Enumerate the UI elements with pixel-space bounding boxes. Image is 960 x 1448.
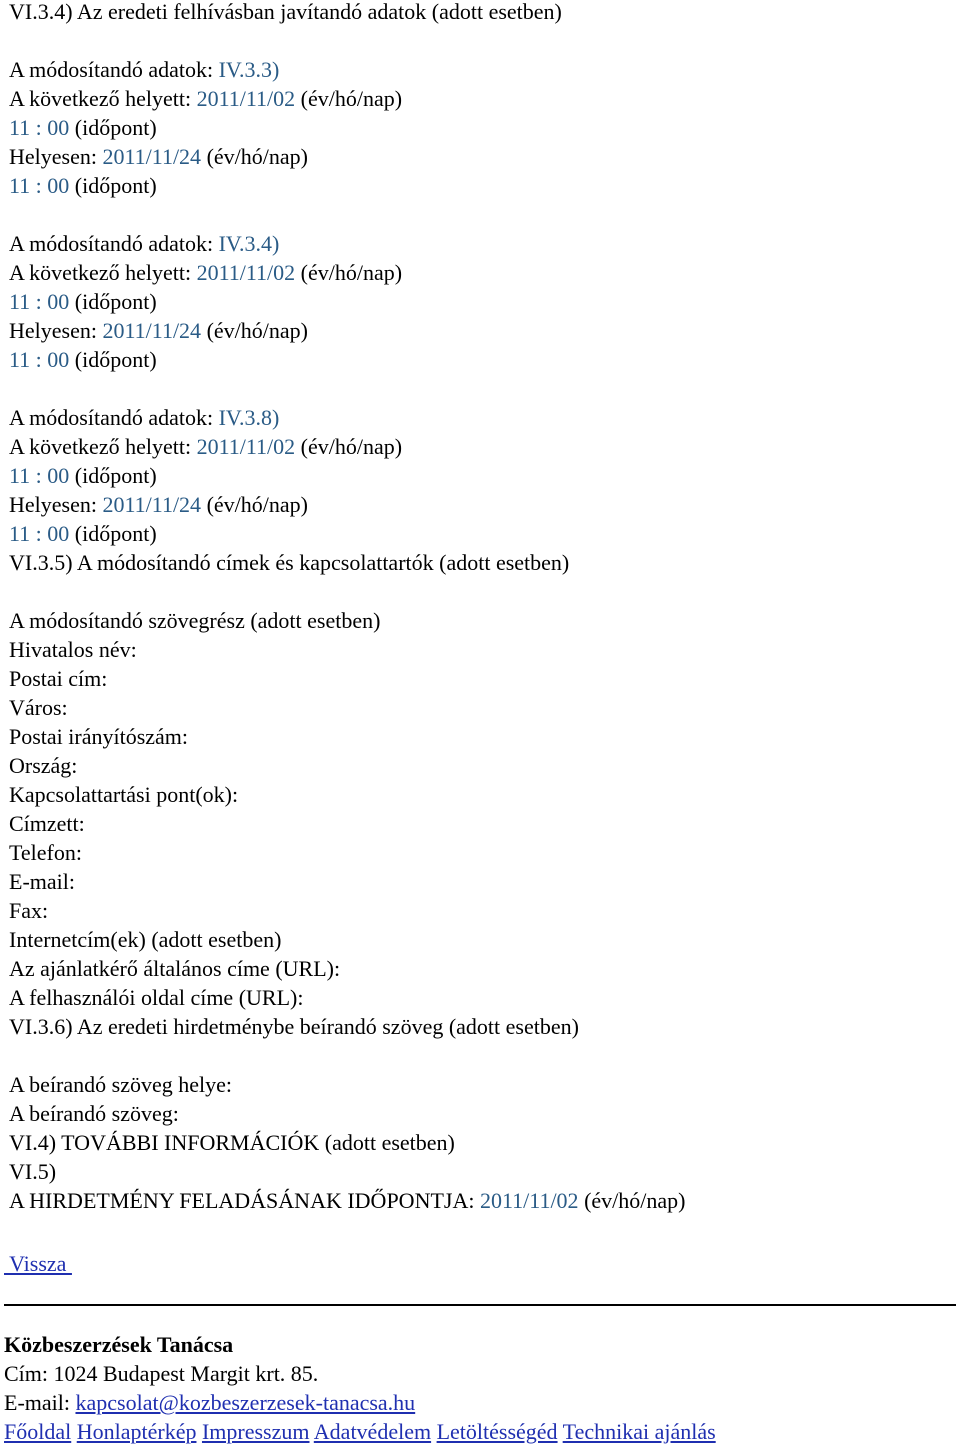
new-date-line (9, 491, 308, 519)
internet-addresses-label: Internetcím(ek) (adott esetben) (9, 927, 282, 952)
label-text: A következő helyett: (9, 434, 192, 459)
section-heading-vi-4: VI.4) TOVÁBBI INFORMÁCIÓK (adott esetben) (9, 1130, 455, 1155)
date-value: 2011/11/02 (196, 260, 296, 285)
dispatch-date-label: A HIRDETMÉNY FELADÁSÁNAK IDŐPONTJA: (9, 1188, 475, 1213)
fax-label: Fax: (9, 898, 49, 923)
time-value: 11 : 00 (9, 115, 70, 140)
time-value: 11 : 00 (9, 289, 70, 314)
date-value: 2011/11/24 (102, 318, 202, 343)
label-text: A módosítandó adatok: (9, 57, 214, 82)
section-number: VI.3.4) (9, 0, 73, 24)
footer-org-name: Közbeszerzések Tanácsa (4, 1332, 234, 1357)
footer-address: Cím: 1024 Budapest Margit krt. 85. (4, 1361, 319, 1386)
footer-link-sitemap[interactable]: Honlaptérkép (76, 1419, 197, 1444)
unit-text: (időpont) (74, 173, 157, 198)
unit-text: (év/hó/nap) (300, 260, 403, 285)
label-text: Helyesen: (9, 144, 97, 169)
section-heading-vi-3-6: VI.3.6) Az eredeti hirdetménybe beírandó szöveg (adott esetben) (9, 1014, 579, 1039)
time-value: 11 : 00 (9, 173, 70, 198)
back-link-wrapper (4, 1250, 72, 1278)
unit-text: (év/hó/nap) (206, 144, 308, 169)
official-name-label: Hivatalos név: (9, 637, 137, 662)
unit-text: (év/hó/nap) (584, 1188, 686, 1213)
old-date-line (9, 433, 402, 461)
text-to-insert-label: A beírandó szöveg: (9, 1101, 179, 1126)
footer-link-privacy[interactable]: Adatvédelem (313, 1419, 432, 1444)
label-text: A következő helyett: (9, 86, 192, 111)
time-value: 11 : 00 (9, 521, 70, 546)
label-text: Helyesen: (9, 492, 97, 517)
section-heading-vi-3-5: VI.3.5) A módosítandó címek és kapcsolattartók (adott esetben) (9, 550, 570, 575)
unit-text: (év/hó/nap) (300, 434, 403, 459)
label-text: A módosítandó adatok: (9, 405, 214, 430)
footer-email-label: E-mail: (4, 1390, 76, 1415)
date-value: 2011/11/02 (196, 434, 296, 459)
correction-ref-line (9, 404, 279, 432)
unit-text: (év/hó/nap) (300, 86, 403, 111)
old-time-line (9, 288, 157, 316)
footer-email-line (4, 1389, 415, 1417)
dispatch-date-line (9, 1187, 685, 1215)
label-text: A következő helyett: (9, 260, 192, 285)
old-time-line (9, 114, 157, 142)
new-time-line (9, 346, 157, 374)
text-place-label: A beírandó szöveg helye: (9, 1072, 232, 1097)
reference-value: IV.3.3) (218, 57, 280, 82)
city-label: Város: (9, 695, 68, 720)
general-url-label: Az ajánlatkérő általános címe (URL): (9, 956, 341, 981)
unit-text: (időpont) (74, 115, 157, 140)
footer-nav (4, 1418, 716, 1446)
time-value: 11 : 00 (9, 463, 70, 488)
section-heading-vi-3-4 (9, 0, 562, 26)
label-text: Helyesen: (9, 318, 97, 343)
unit-text: (év/hó/nap) (206, 492, 308, 517)
reference-value: IV.3.8) (218, 405, 280, 430)
footer-link-download-helper[interactable]: Letöltésségéd (436, 1419, 558, 1444)
postcode-label: Postai irányítószám: (9, 724, 189, 749)
new-time-line (9, 172, 157, 200)
dispatch-date-value: 2011/11/02 (479, 1188, 579, 1213)
section-title: Az eredeti felhívásban javítandó adatok (adott esetben) (76, 0, 562, 24)
unit-text: (időpont) (74, 521, 157, 546)
new-date-line (9, 143, 308, 171)
correction-ref-line (9, 56, 279, 84)
footer-link-impressum[interactable]: Impresszum (201, 1419, 310, 1444)
correction-ref-line (9, 230, 279, 258)
country-label: Ország: (9, 753, 78, 778)
buyer-profile-url-label: A felhasználói oldal címe (URL): (9, 985, 304, 1010)
footer-link-home[interactable]: Főoldal (4, 1419, 72, 1444)
footer-link-technical-recommendation[interactable]: Technikai ajánlás (562, 1419, 716, 1444)
email-label: E-mail: (9, 869, 75, 894)
unit-text: (időpont) (74, 347, 157, 372)
postal-address-label: Postai cím: (9, 666, 108, 691)
footer-divider (4, 1304, 956, 1306)
time-value: 11 : 00 (9, 347, 70, 372)
old-time-line (9, 462, 157, 490)
reference-value: IV.3.4) (218, 231, 280, 256)
date-value: 2011/11/24 (102, 492, 202, 517)
new-date-line (9, 317, 308, 345)
unit-text: (időpont) (74, 289, 157, 314)
date-value: 2011/11/24 (102, 144, 202, 169)
unit-text: (időpont) (74, 463, 157, 488)
unit-text: (év/hó/nap) (206, 318, 308, 343)
date-value: 2011/11/02 (196, 86, 296, 111)
modified-text-intro: A módosítandó szövegrész (adott esetben) (9, 608, 381, 633)
back-link[interactable]: Vissza (4, 1251, 72, 1276)
section-number-vi-5: VI.5) (9, 1159, 57, 1184)
contact-points-label: Kapcsolattartási pont(ok): (9, 782, 239, 807)
label-text: A módosítandó adatok: (9, 231, 214, 256)
addressee-label: Címzett: (9, 811, 85, 836)
old-date-line (9, 85, 402, 113)
footer-email-link[interactable]: kapcsolat@kozbeszerzesek-tanacsa.hu (75, 1390, 416, 1415)
old-date-line (9, 259, 402, 287)
phone-label: Telefon: (9, 840, 82, 865)
new-time-line (9, 520, 157, 548)
